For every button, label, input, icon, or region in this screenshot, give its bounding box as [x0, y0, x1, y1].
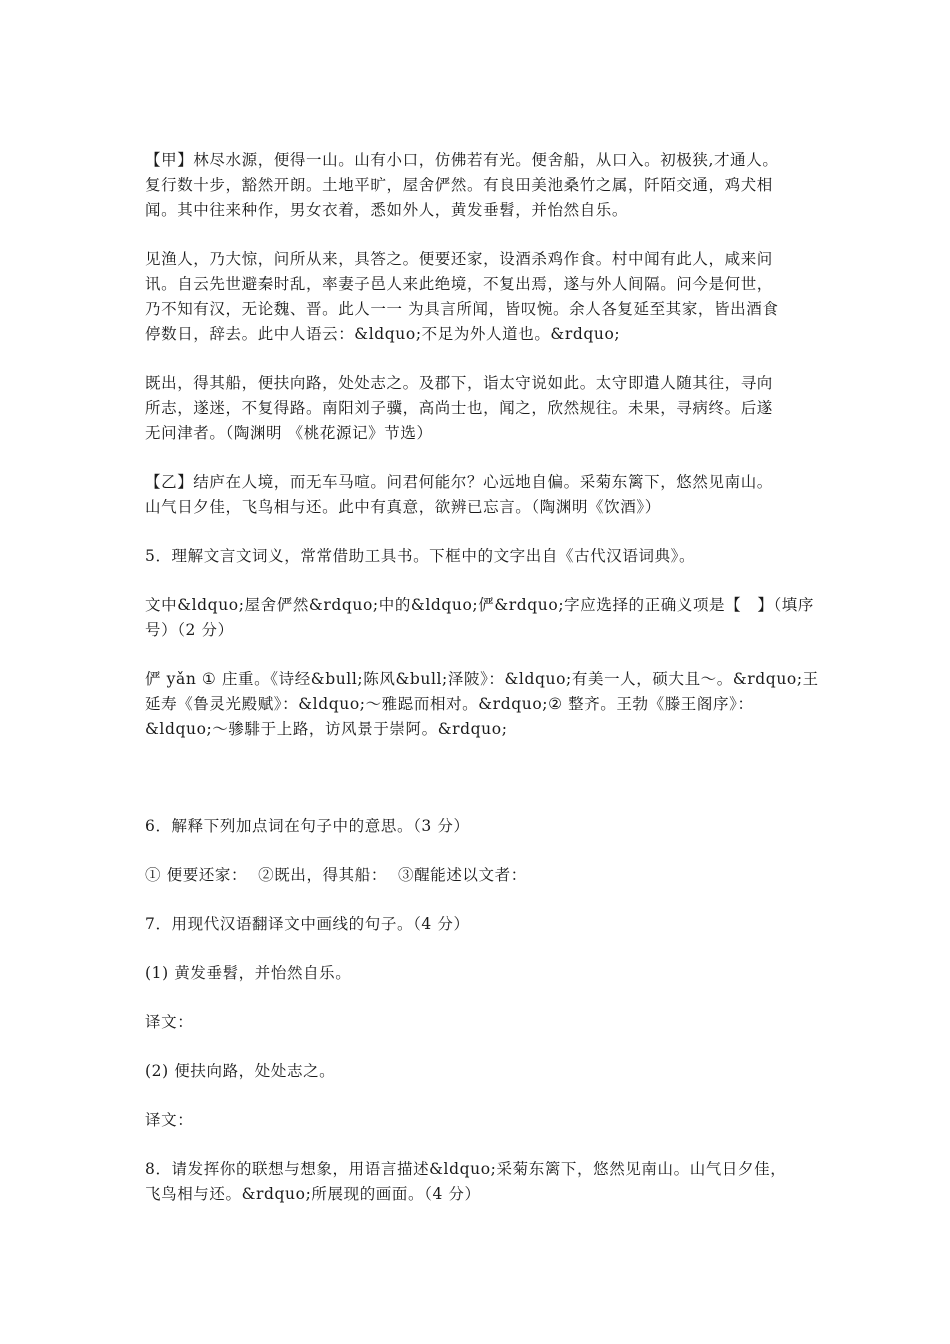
text-line: 无问津者。（陶渊明 《桃花源记》节选）: [145, 424, 433, 442]
passage-jia-paragraph-2: [145, 247, 810, 347]
text-line: 号）（2 分）: [145, 621, 234, 639]
text-line: 文中&ldquo;屋舍俨然&rdquo;中的&ldquo;俨&rdquo;字应选择的正确义项是【 】（填序: [145, 596, 814, 614]
question-5-title: [145, 544, 810, 569]
text-line: 译文：: [145, 1013, 194, 1031]
text-line: 见渔人，乃大惊，问所从来，具答之。便要还家，设酒杀鸡作食。村中闻有此人，咸来问: [145, 250, 773, 268]
text-line: 【乙】结庐在人境，而无车马喧。问君何能尔？心远地自偏。采菊东篱下，悠然见南山。: [145, 473, 773, 491]
question-7-sentence-1: [145, 961, 810, 986]
text-line: 所志，遂迷，不复得路。南阳刘子骥，高尚士也，闻之，欣然规往。未果，寻病终。后遂: [145, 399, 773, 417]
text-line: ① 便要还家： ②既出，得其船： ③醒能述以文者：: [145, 866, 527, 884]
question-7-sentence-2: [145, 1059, 810, 1084]
document-page: [145, 148, 819, 1207]
translation-label-2: [145, 1108, 810, 1133]
text-line: &ldquo;～骖騑于上路，访风景于崇阿。&rdquo;: [145, 720, 508, 738]
text-line: 复行数十步，豁然开朗。土地平旷，屋舍俨然。有良田美池桑竹之属，阡陌交通，鸡犬相: [145, 176, 773, 194]
text-line: 5．理解文言文词义，常常借助工具书。下框中的文字出自《古代汉语词典》。: [145, 547, 696, 565]
text-line: 6．解释下列加点词在句子中的意思。（3 分）: [145, 817, 470, 835]
text-line: 俨 yǎn ① 庄重。《诗经&bull;陈风&bull;泽陂》：&ldquo;有美一人，硕大且～。&rdquo;王: [145, 670, 819, 688]
text-line: 山气日夕佳，飞鸟相与还。此中有真意，欲辨已忘言。（陶渊明《饮酒》）: [145, 498, 661, 516]
text-line: (2) 便扶向路，处处志之。: [145, 1062, 336, 1080]
question-5-prompt: [145, 593, 814, 643]
question-6-title: [145, 814, 810, 839]
text-line: 飞鸟相与还。&rdquo;所展现的画面。（4 分）: [145, 1185, 481, 1203]
question-8-title: [145, 1157, 810, 1207]
text-line: 延寿《鲁灵光殿赋》：&ldquo;～雅跽而相对。&rdquo;② 整齐。王勃《滕王阁序》：: [145, 695, 754, 713]
question-7-title: [145, 912, 810, 937]
text-line: 停数日，辞去。此中人语云：&ldquo;不足为外人道也。&rdquo;: [145, 325, 621, 343]
passage-jia-paragraph-1: [145, 148, 810, 223]
question-6-items: [145, 863, 810, 888]
text-line: 闻。其中往来种作，男女衣着，悉如外人，黄发垂髫，并怡然自乐。: [145, 201, 629, 219]
text-line: 讯。自云先世避秦时乱，率妻子邑人来此绝境，不复出焉，遂与外人间隔。问今是何世，: [145, 275, 773, 293]
text-line: 8．请发挥你的联想与想象，用语言描述&ldquo;采菊东篱下，悠然见南山。山气日夕佳，: [145, 1160, 787, 1178]
text-line: 7．用现代汉语翻译文中画线的句子。（4 分）: [145, 915, 470, 933]
text-line: 【甲】林尽水源，便得一山。山有小口，仿佛若有光。便舍船，从口入。初极狭,才通人。: [145, 151, 779, 169]
text-line: (1) 黄发垂髫，并怡然自乐。: [145, 964, 352, 982]
text-line: 乃不知有汉，无论魏、晋。此人一一 为具言所闻，皆叹惋。余人各复延至其家，皆出酒食: [145, 300, 779, 318]
text-line: 既出，得其船，便扶向路，处处志之。及郡下，诣太守说如此。太守即遣人随其往，寻向: [145, 374, 773, 392]
dictionary-entry: [145, 667, 819, 742]
passage-yi: [145, 470, 810, 520]
text-line: 译文：: [145, 1111, 194, 1129]
translation-label-1: [145, 1010, 810, 1035]
passage-jia-paragraph-3: [145, 371, 810, 446]
